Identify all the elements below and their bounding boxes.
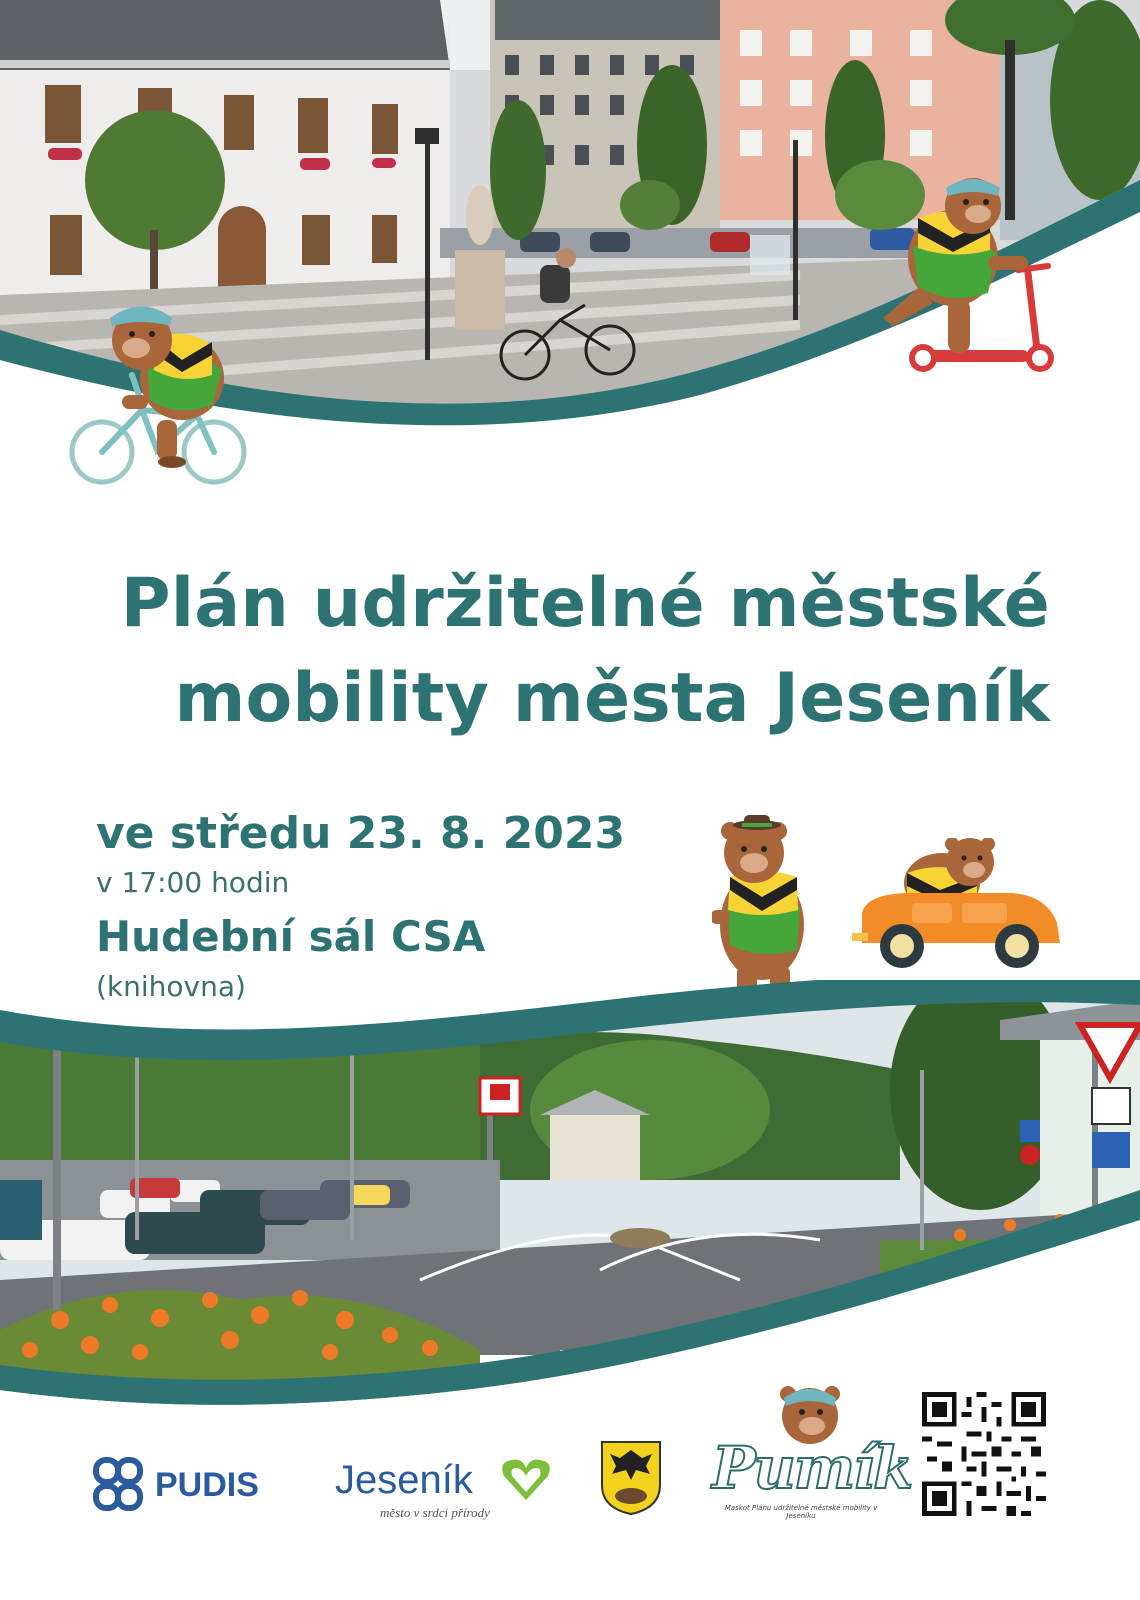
pumik-logo-caption: Maskot Plánu udržitelné městské mobility v Jeseníku: [724, 1504, 878, 1520]
bear-on-scooter-illustration: [878, 178, 1068, 378]
jesenik-logo-text: Jeseník: [335, 1458, 473, 1502]
jesenik-coat-of-arms-icon: [600, 1440, 662, 1516]
event-venue: Hudební sál CSA: [96, 912, 486, 961]
title-line-1: Plán udržitelné městské: [120, 564, 1050, 643]
bear-with-hat-illustration: [712, 815, 822, 1005]
poster-title: [60, 556, 1050, 746]
event-time: v 17:00 hodin: [96, 866, 290, 899]
jesenik-logo-tagline: město v srdci přírody: [380, 1505, 490, 1520]
bear-in-car-illustration: [852, 838, 1072, 988]
street-roundabout-photo: [0, 980, 1140, 1430]
title-line-2: mobility města Jeseník: [174, 659, 1050, 738]
event-date: ve středu 23. 8. 2023: [96, 808, 626, 859]
event-venue-note: (knihovna): [96, 970, 246, 1003]
bear-on-bicycle-illustration: [62, 300, 252, 500]
pudis-logo-text: PUDIS: [155, 1466, 259, 1504]
qr-code-icon: [922, 1392, 1046, 1516]
pumik-logo-text: Pumík: [712, 1434, 912, 1502]
jesenik-heart-icon: [500, 1458, 552, 1502]
